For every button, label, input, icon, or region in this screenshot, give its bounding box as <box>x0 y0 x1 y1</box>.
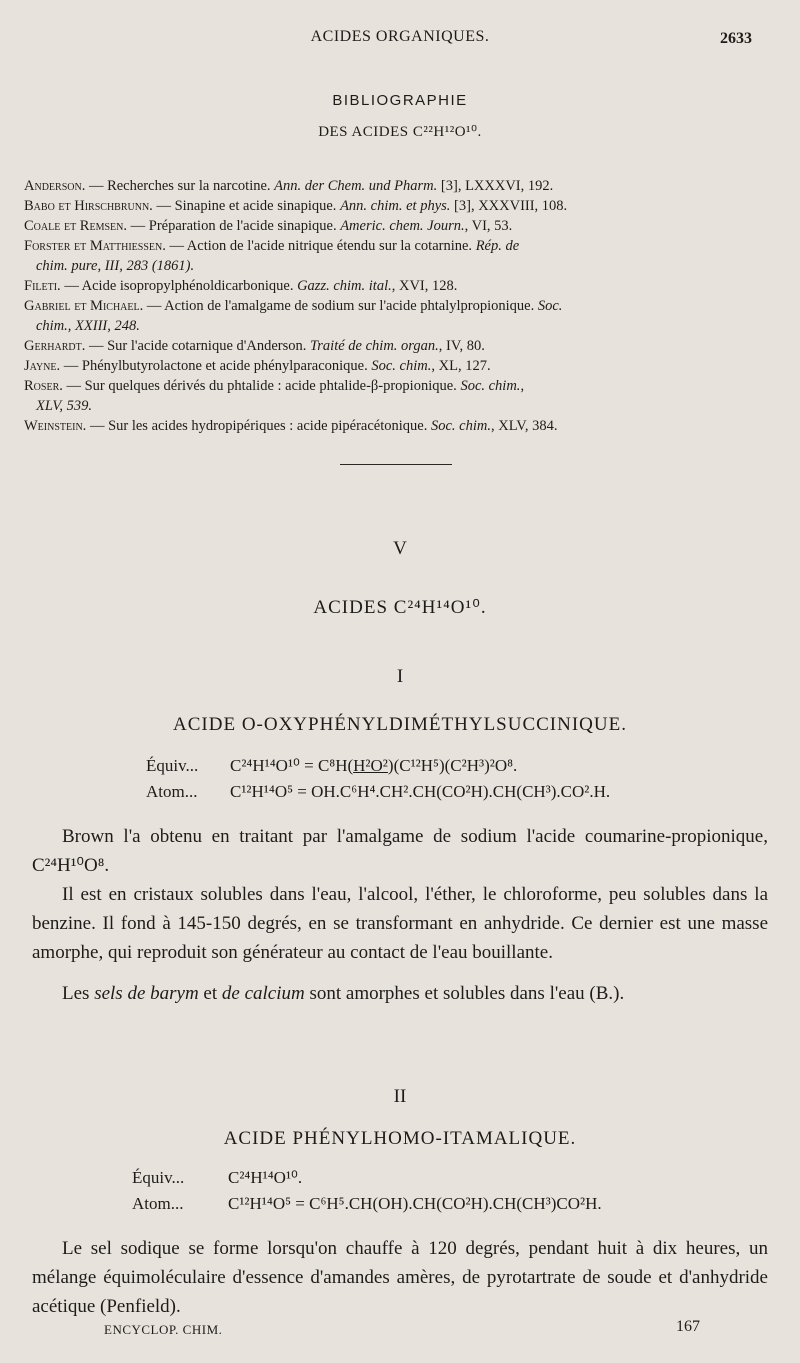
entry-author: Coale et Remsen. <box>24 218 127 234</box>
bibliography-entry <box>24 236 766 276</box>
entry-journal: Rép. de <box>475 238 520 254</box>
entry-continuation: chim., XXIII, 248. <box>36 318 140 334</box>
entry-text: — Sur quelques dérivés du phtalide : acide phtalide-β-propionique. <box>62 378 461 394</box>
entry-journal: Traité de chim. organ. <box>310 338 439 354</box>
atom-formula: C¹²H¹⁴O⁵ = C⁶H⁵.CH(OH).CH(CO²H).CH(CH³)CO²H. <box>228 1194 602 1213</box>
section-i-numeral: I <box>396 666 404 687</box>
entry-reference: , VI, 53. <box>464 218 513 234</box>
paragraph: Brown l'a obtenu en traitant par l'amalgame de sodium l'acide coumarine-propionique, C²⁴H¹⁰O⁸. <box>32 826 768 876</box>
equiv-label: Équiv... <box>132 1168 185 1187</box>
bibliography-entry <box>24 356 766 376</box>
entry-journal: Soc. chim. <box>430 418 491 434</box>
entry-reference: [3], XXXVIII, 108. <box>450 198 568 214</box>
entry-journal: Gazz. chim. ital. <box>297 278 392 294</box>
section-ii-title: ACIDE PHÉNYLHOMO-ITAMALIQUE. <box>223 1128 577 1149</box>
equiv-formula: C²⁴H¹⁴O¹⁰ = C⁸H(H²O²)(C¹²H⁵)(C²H³)²O⁸. <box>230 756 518 775</box>
bibliography-entry <box>24 376 766 416</box>
bibliography-entry <box>24 336 766 356</box>
bibliography-entry <box>24 196 766 216</box>
entry-continuation: XLV, 539. <box>36 398 92 414</box>
paragraph: Il est en cristaux solubles dans l'eau, l'alcool, l'éther, le chloroforme, peu solubles dans la benzine. Il fond à 145-150 degrés, en se transformant en anhydride. Ce dernier est une masse amorphe, qui reproduit son générateur au contact de l'eau bouillante. <box>32 884 768 963</box>
bibliography-subtitle: DES ACIDES C²²H¹²O¹⁰. <box>318 124 482 140</box>
bibliography-list <box>24 176 766 436</box>
section-v-numeral: V <box>393 538 407 559</box>
section-v-title: ACIDES C²⁴H¹⁴O¹⁰. <box>313 597 487 618</box>
entry-reference: , <box>520 378 525 394</box>
page-number: 2633 <box>720 30 752 47</box>
bibliography-entry <box>24 296 766 336</box>
paragraph: Les sels de barym et de calcium sont amorphes et solubles dans l'eau (B.). <box>62 983 625 1004</box>
section-i-body <box>32 822 768 1008</box>
entry-text: — Préparation de l'acide sinapique. <box>127 218 341 234</box>
entry-author: Anderson. <box>24 178 86 194</box>
footer-signature: ENCYCLOP. CHIM. <box>104 1322 223 1337</box>
atom-formula: C¹²H¹⁴O⁵ = OH.C⁶H⁴.CH².CH(CO²H).CH(CH³).CO².H. <box>230 782 611 801</box>
entry-author: Weinstein. <box>24 418 87 434</box>
entry-text: — Action de l'amalgame de sodium sur l'acide phtalylpropionique. <box>143 298 538 314</box>
entry-author: Babo et Hirschbrunn. <box>24 198 153 214</box>
entry-text: — Recherches sur la narcotine. <box>85 178 275 194</box>
entry-text: — Phénylbutyrolactone et acide phénylparaconique. <box>60 358 372 374</box>
entry-journal: Soc. <box>537 298 563 314</box>
section-divider <box>340 464 452 465</box>
section-ii-numeral: II <box>393 1086 407 1107</box>
entry-text: — Action de l'acide nitrique étendu sur la cotarnine. <box>165 238 476 254</box>
equiv-formula: C²⁴H¹⁴O¹⁰. <box>228 1168 303 1187</box>
entry-author: Gerhardt. <box>24 338 86 354</box>
atom-label: Atom... <box>146 782 198 801</box>
entry-text: — Sinapine et acide sinapique. <box>152 198 341 214</box>
entry-journal: Soc. chim. <box>460 378 521 394</box>
section-ii-body <box>32 1234 768 1321</box>
entry-author: Jayne. <box>24 358 61 374</box>
entry-reference: , IV, 80. <box>438 338 485 354</box>
entry-journal: Soc. chim. <box>371 358 432 374</box>
entry-journal: Ann. chim. et phys. <box>340 198 451 214</box>
bibliography-title: BIBLIOGRAPHIE <box>332 92 468 109</box>
entry-author: Fileti. <box>24 278 61 294</box>
equiv-label: Équiv... <box>146 756 199 775</box>
running-title: ACIDES ORGANIQUES. <box>310 28 490 45</box>
entry-text: — Acide isopropylphénoldicarbonique. <box>60 278 298 294</box>
entry-continuation: chim. pure, III, 283 (1861). <box>36 258 195 274</box>
entry-reference: , XL, 127. <box>431 358 491 374</box>
entry-reference: [3], LXXXVI, 192. <box>437 178 554 194</box>
entry-author: Forster et Matthiessen. <box>24 238 166 254</box>
paragraph: Le sel sodique se forme lorsqu'on chauffe à 120 degrés, pendant huit à dix heures, un mélange équimoléculaire d'essence d'amandes amères, de pyrotartrate de soude et d'anhydride acétique (Penfield). <box>32 1238 768 1317</box>
atom-label: Atom... <box>132 1194 184 1213</box>
entry-journal: Americ. chem. Journ. <box>340 218 465 234</box>
section-i-title: ACIDE O-OXYPHÉNYLDIMÉTHYLSUCCINIQUE. <box>173 714 627 735</box>
bibliography-entry <box>24 176 766 196</box>
entry-journal: Ann. der Chem. und Pharm. <box>274 178 438 194</box>
entry-reference: , XLV, 384. <box>490 418 558 434</box>
bibliography-entry <box>24 216 766 236</box>
bibliography-entry <box>24 276 766 296</box>
entry-author: Gabriel et Michael. <box>24 298 144 314</box>
entry-text: — Sur les acides hydropipériques : acide pipéracétonique. <box>86 418 431 434</box>
entry-author: Roser. <box>24 378 63 394</box>
entry-text: — Sur l'acide cotarnique d'Anderson. <box>85 338 311 354</box>
bibliography-entry <box>24 416 766 436</box>
footer-sheet-number: 167 <box>676 1318 700 1335</box>
entry-reference: , XVI, 128. <box>391 278 458 294</box>
